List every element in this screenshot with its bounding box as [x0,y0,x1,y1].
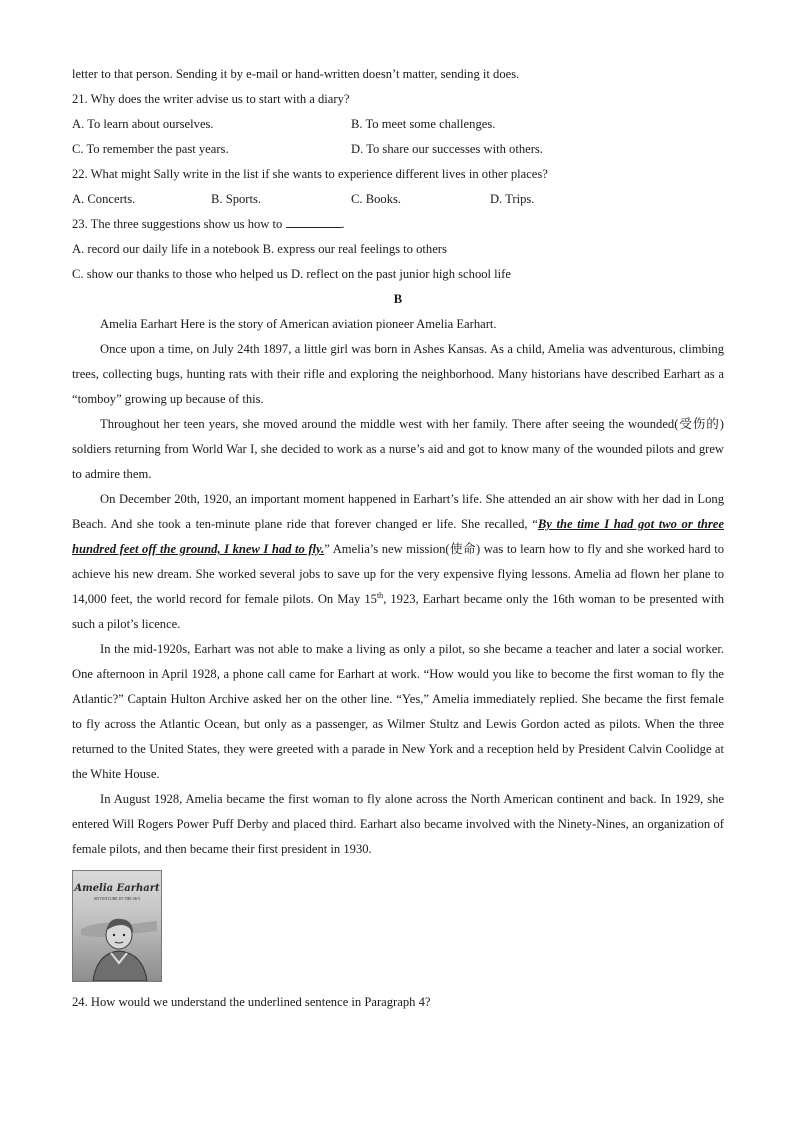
q23-question-text: 23. The three suggestions show us how to [72,217,283,231]
p4-superscript: th [376,590,384,600]
book-subtitle: ADVENTURE IN THE SKY [93,896,141,901]
q22-option-b[interactable]: B. Sports. [211,192,262,206]
q21-option-d[interactable]: D. To share our successes with others. [351,142,543,156]
q23-question-end: . [341,217,345,231]
question-21: 21. Why does the writer advise us to start with a diary? [72,92,350,106]
p4-before: On December 20th, 1920, an important moment happened in Earhart’s life. She attended an air show with her dad in Long Beach. And she took a ten-minute plane ride that forever changed er life. She recalled, “ [72,492,724,531]
question-24: 24. How would we understand the underlined sentence in Paragraph 4? [72,995,431,1009]
p4-after: ” Amelia’s new mission(使命) was to learn how to fly and she worked hard to achieve his new dream. She worked several jobs to save up for the very expensive flying lessons. Amelia ad flown her plane to 14,000 feet, the world record for female pilots. On May 15 [72,542,724,606]
passage-paragraph-2: Once upon a time, on July 24th 1897, a little girl was born in Ashes Kansas. As a child, Amelia was adventurous, climbing trees, collecting bugs, hunting rats with their rifle and exploring the neighborhood. Many historians have described Earhart as a “tomboy” growing up because of this. [72,342,724,406]
q22-option-a[interactable]: A. Concerts. [72,192,136,206]
passage-paragraph-4 [72,487,724,637]
p4-underlined-sentence: By the time I had got two or three hundred feet off the ground, I knew I had to fly. [72,517,724,556]
passage-paragraph-6: In August 1928, Amelia became the first woman to fly alone across the North American continent and back. In 1929, she entered Will Rogers Power Puff Derby and placed third. Earhart also became involved with the Ninety-Nines, an organization of female pilots, and then became their first president in 1930. [72,792,724,856]
document-page [72,62,724,1015]
q21-option-a[interactable]: A. To learn about ourselves. [72,117,214,131]
q21-option-c[interactable]: C. To remember the past years. [72,142,229,156]
p4-end: , 1923, Earhart became only the 16th woman to be presented with such a pilot’s licence. [72,592,724,631]
q21-options-row1 [72,112,724,137]
q21-options-row2 [72,137,724,162]
q22-options-row [72,187,724,212]
q22-option-d[interactable]: D. Trips. [490,192,535,206]
passage-paragraph-5: In the mid-1920s, Earhart was not able to make a living as only a pilot, so she became a teacher and later a social worker. One afternoon in April 1928, a phone call came for Earhart at work. “How would you like to become the first woman to fly the Atlantic?” Captain Hulton Archive asked her on the other line. “Yes,” Amelia immediately replied. She became the first female to fly across the Atlantic Ocean, but only as a passenger, as Wilmer Stultz and Lewis Gordon acted as pilots. When the three returned to the United States, they were greeted with a parade in New York and a reception held by President Calvin Coolidge at the White House. [72,642,724,781]
section-label: B [393,292,403,306]
intro-line: letter to that person. Sending it by e-mail or hand-written doesn’t matter, sending it does. [72,67,520,81]
aviator-portrait-icon [73,901,161,981]
book-cover-image [72,870,162,982]
question-23 [72,212,724,237]
passage-paragraph-1: Amelia Earhart Here is the story of American aviation pioneer Amelia Earhart. [100,317,497,331]
q22-option-c[interactable]: C. Books. [351,192,402,206]
q23-answer-blank[interactable] [286,213,342,228]
question-22: 22. What might Sally write in the list if she wants to experience different lives in other places? [72,167,548,181]
q23-options-line2: C. show our thanks to those who helped us D. reflect on the past junior high school life [72,267,511,281]
book-title: Amelia Earhart [74,883,160,894]
passage-paragraph-3: Throughout her teen years, she moved around the middle west with her family. There after seeing the wounded(受伤的) soldiers returning from World War I, she decided to work as a nurse’s aid and got to know many of the wounded pilots and grew to admire them. [72,417,724,481]
q21-option-b[interactable]: B. To meet some challenges. [351,117,496,131]
q23-options-line1: A. record our daily life in a notebook B. express our real feelings to others [72,242,447,256]
